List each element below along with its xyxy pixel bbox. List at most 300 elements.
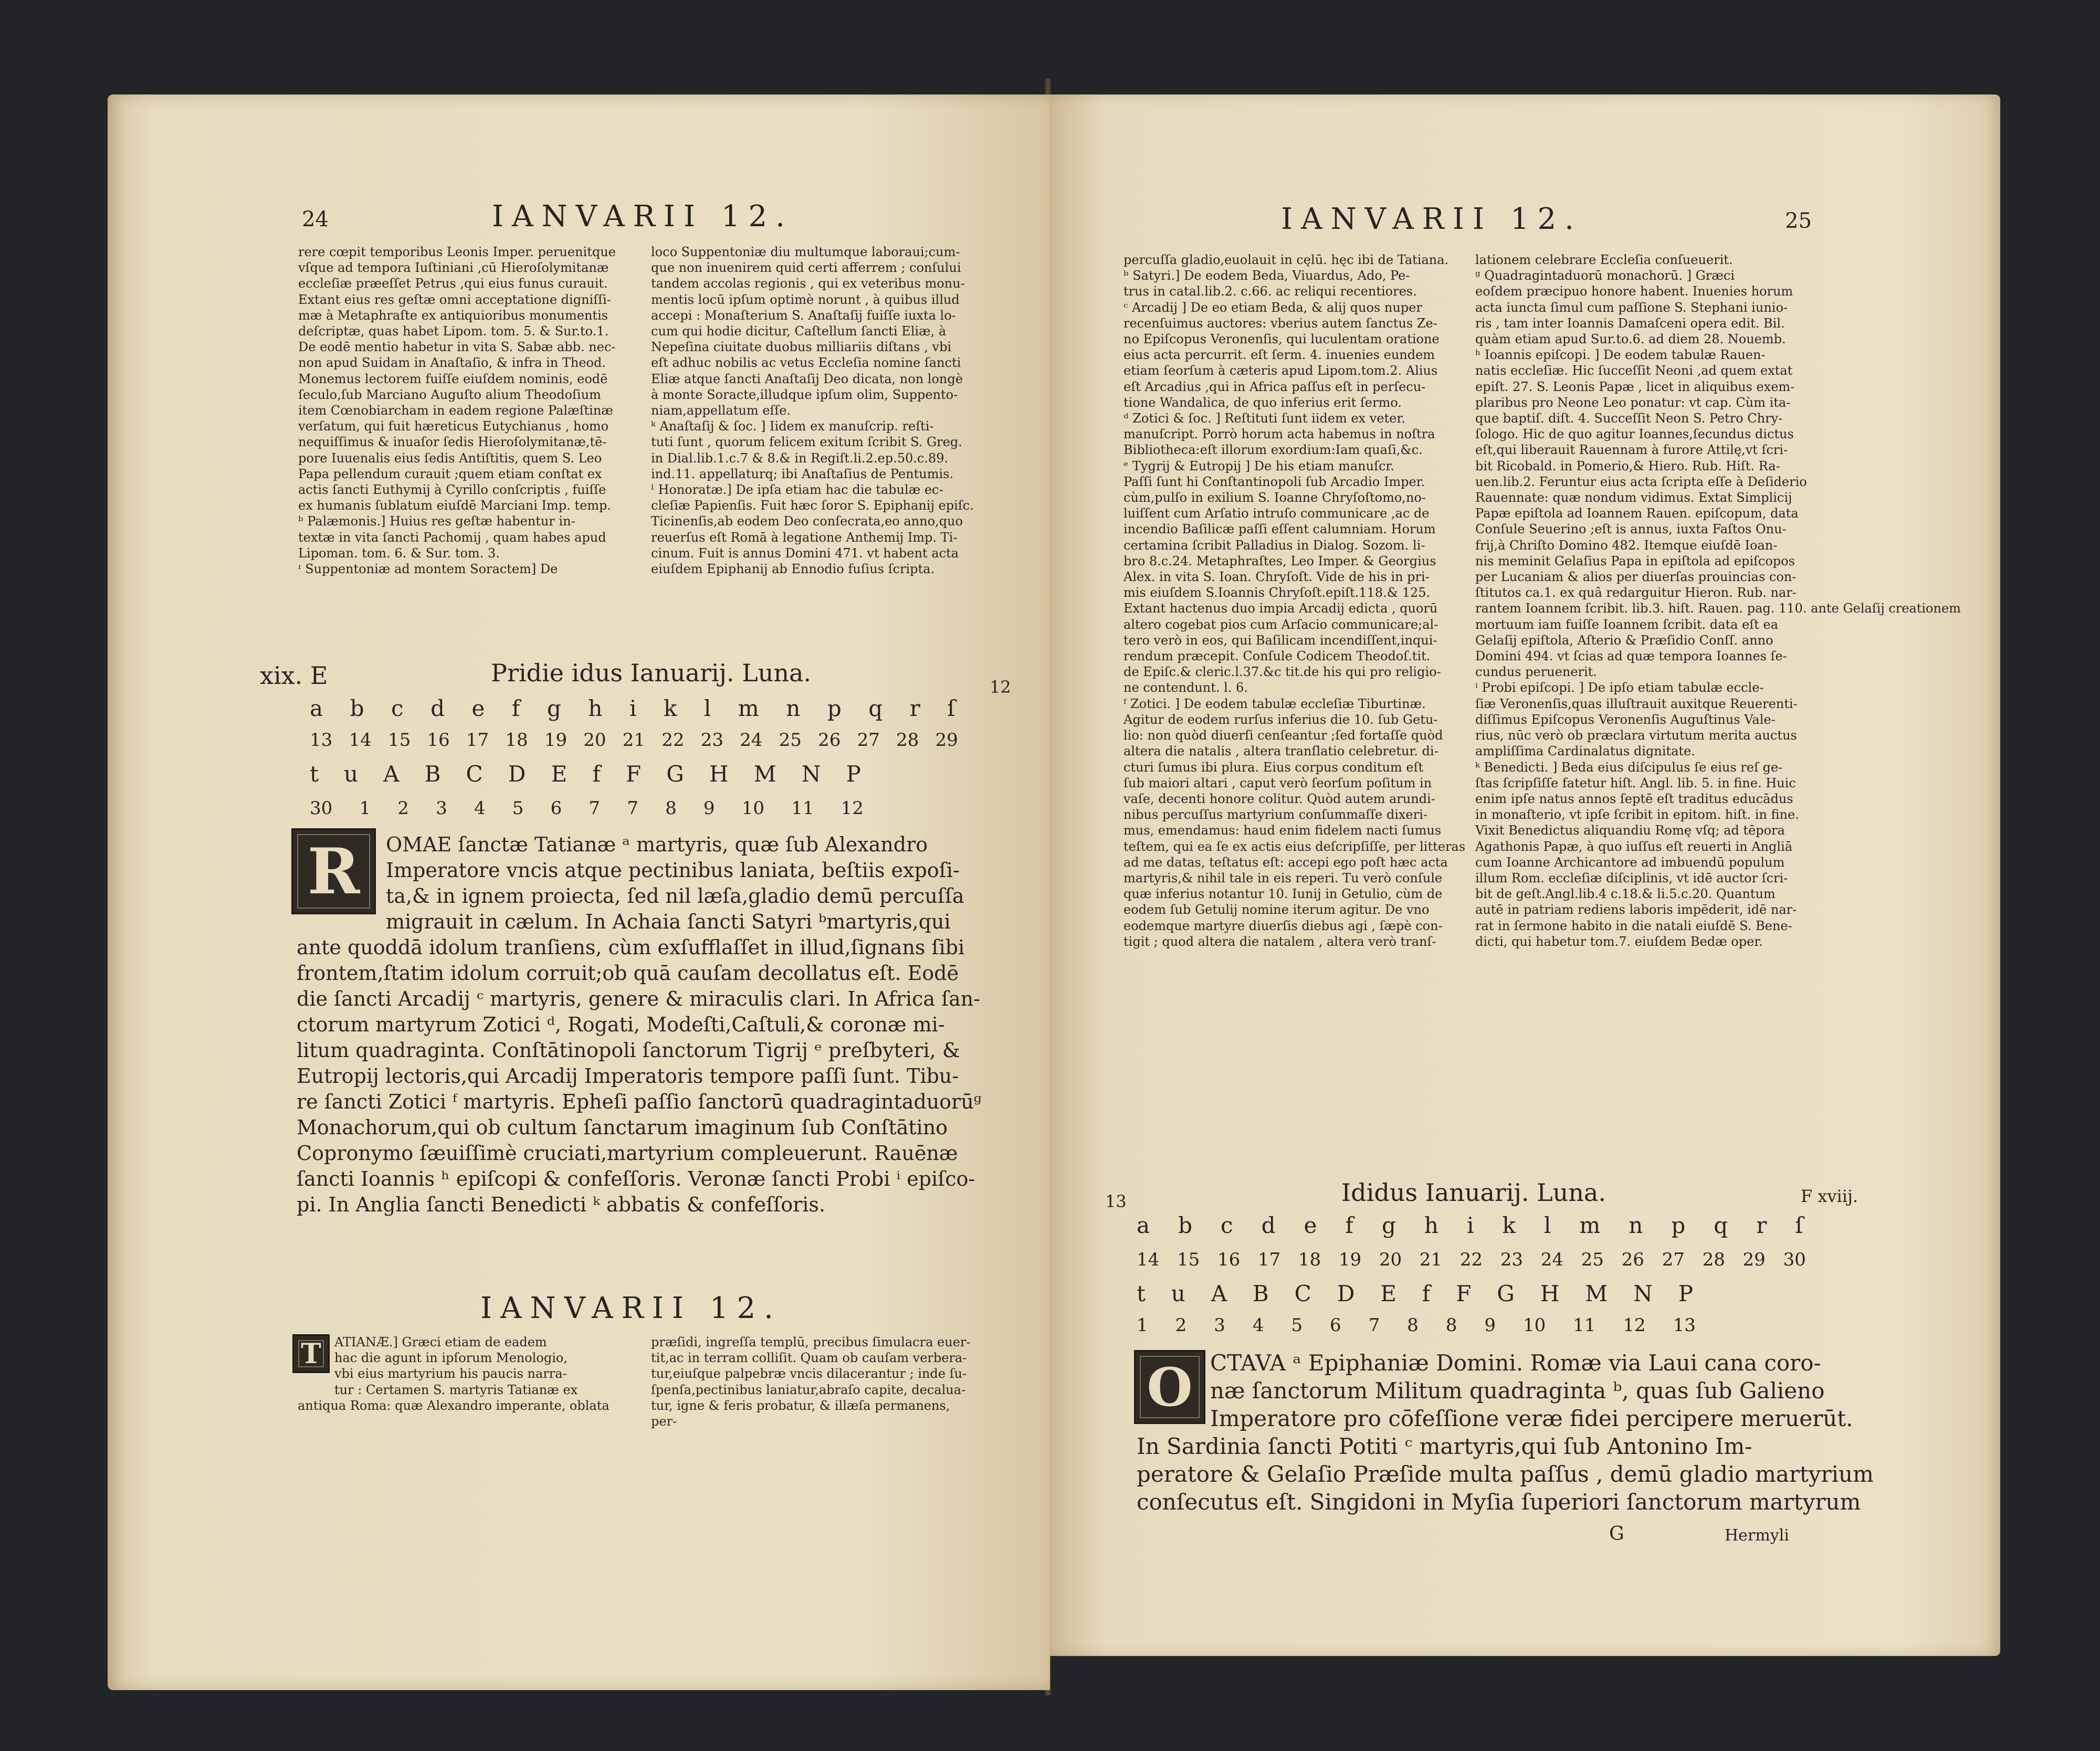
calendar-number: 14 (349, 730, 372, 751)
calendar-number: 17 (466, 730, 489, 751)
note-line: item Cœnobiarcham in eadem regione Palæſtinæ (298, 403, 613, 418)
calendar-number: 4 (1252, 1315, 1264, 1336)
note-line: Agitur de eodem rurſus inferius die 10. ſub Getu- (1124, 712, 1438, 727)
note-line: uen.lib.2. Feruntur eius acta ſcripta eſſe à Deſiderio (1475, 474, 1807, 489)
note-line: Extant hactenus duo impia Arcadij edicta , quorū (1124, 601, 1438, 616)
text-line: ſancti Ioannis ʰ epiſcopi & confeſſoris. Veronæ ſancti Probi ⁱ epiſco- (297, 1167, 975, 1190)
calendar-number: 1 (1137, 1315, 1148, 1336)
calendar-number: 15 (387, 730, 411, 751)
calendar-letter: r (1756, 1212, 1767, 1238)
note-line: Monemus lectorem fuiſſe eiuſdem nominis, eodē (298, 371, 608, 386)
text-line: ta,& in ignem proiecta, ſed nil læſa,gladio demū percuſſa (386, 884, 964, 908)
calendar-numbers-row (1137, 1315, 1696, 1336)
annotation-column-right (1475, 252, 1961, 1160)
calendar-number: 26 (1621, 1249, 1644, 1270)
decorated-initial-small: T (292, 1334, 330, 1373)
note-line: ᵈ Zotici & ſoc. ] Reſtituti ſunt iidem ex veter. (1124, 411, 1405, 426)
note-line: ᶠ Zotici. ] De eodem tabulæ eccleſiæ Tiburtinæ. (1124, 696, 1426, 711)
day-title: Pridie idus Ianuarij. Luna. (491, 659, 811, 687)
note-line: Nepeſina ciuitate duobus milliariis diſtans , vbi (651, 340, 952, 355)
calendar-letter: M (1585, 1281, 1608, 1306)
calendar-letter: M (753, 761, 776, 787)
section-head: IANVARII 12. (480, 1291, 782, 1325)
note-line: ſpenſa,pectinibus laniatur,abraſo capite, decalua- (651, 1382, 966, 1397)
text-line: In Sardinia ſancti Potiti ᶜ martyris,qui ſub Antonino Im- (1137, 1433, 1752, 1459)
calendar-number: 5 (1291, 1315, 1303, 1336)
calendar-letter: t (1137, 1281, 1146, 1306)
note-line: Alex. in vita S. Ioan. Chryſoſt. Vide de his in pri- (1124, 569, 1430, 585)
calendar-number: 20 (583, 730, 606, 751)
note-line: Papa pellendum curauit ;quem etiam conſtat ex (298, 466, 602, 481)
note-line: pore Iuuenalis eius ſedis Antiſtitis, quem S. Leo (298, 450, 602, 466)
running-head: IANVARII 12. (1281, 202, 1582, 236)
calendar-letter: l (1544, 1212, 1551, 1238)
note-line: in monaſterio, vt ipſe ſcribit in epitom. hiſt. in fine. (1475, 807, 1799, 822)
note-line: certamina ſcribit Palladius in Dialog. Sozom. li- (1124, 537, 1425, 553)
note-line: rendum præcepit. Conſule Codicem Theodoſ.tit. (1124, 649, 1431, 664)
calendar-numbers-row (310, 730, 958, 751)
calendar-letter: E (1380, 1281, 1396, 1306)
text-line: re ſancti Zotici ᶠ martyris. Epheſi paſſio ſanctorū quadragintaduorūᵍ (297, 1090, 982, 1113)
calendar-letter: n (786, 695, 801, 721)
calendar-letter: E (551, 761, 568, 787)
calendar-number: 7 (627, 798, 638, 819)
text-line: frontem,ſtatim idolum corruit;ob quā cauſam decollatus eſt. Eodē (297, 962, 959, 985)
calendar-letter: N (1633, 1281, 1653, 1306)
note-line: loco Suppentoniæ diu multumque laboraui;cum- (651, 245, 960, 259)
note-line: etiam ſeorſum à cæteris apud Lipom.tom.2. Alius (1124, 363, 1438, 378)
note-line: natis eccleſiæ. Hic ſucceſſit Neoni ,ad quem extat (1475, 363, 1793, 378)
note-line: vbi eius martyrium his paucis narra- (334, 1366, 567, 1381)
catchword: Hermyli (1725, 1526, 1789, 1545)
main-text (1137, 1349, 1874, 1516)
note-line: ris , tam inter Ioannis Damaſceni opera edit. Bil. (1475, 315, 1785, 331)
note-line: altera die natalis , altera tranſlatio celebretur. di- (1124, 744, 1438, 759)
calendar-letter: g (1381, 1212, 1396, 1238)
note-line: tione Wandalica, de quo inferius erit ſermo. (1124, 395, 1402, 410)
note-line: autē in patriam rediens laboris impēderit, idē nar- (1475, 902, 1797, 917)
text-line: Imperatore pro cōfeſſione veræ fidei percipere meruerūt. (1210, 1406, 1853, 1431)
note-line: Agathonis Papæ, à quo iuſſus eſt reuerti in Angliā (1475, 839, 1793, 854)
note-line: quàm etiam apud Sur.to.6. ad diem 28. Nouemb. (1475, 332, 1786, 347)
note-line: non apud Suidam in Anaſtaſio, & infra in Theod. (298, 355, 606, 371)
note-line: tigit ; quod altera die natalem , altera verò tranſ- (1124, 934, 1436, 949)
note-line: à monte Soracte,illudque ipſum olim, Suppento- (651, 387, 958, 402)
note-line: eodem ſub Getulij nomine iterum agitur. De vno (1124, 902, 1430, 917)
calendar-letter: C (1294, 1281, 1311, 1306)
calendar-number: 8 (1407, 1315, 1419, 1336)
note-line: ſologo. Hic de quo agitur Ioannes,ſecundus dictus (1475, 427, 1794, 442)
calendar-letter: p (827, 695, 842, 721)
text-line: peratore & Gelaſio Præſide multa paſſus , demū gladio martyrium (1137, 1461, 1874, 1487)
calendar-letter: u (1171, 1281, 1185, 1306)
note-line: ſiæ Veronenſis,quas illuſtrauit auxitque Reuerenti- (1475, 696, 1798, 711)
note-line: lio: non quòd diuerſi cenſeantur ;ſed fortaſſe quòd (1124, 728, 1443, 743)
calendar-number: 4 (474, 798, 486, 819)
note-line: ᵇ Palæmonis.] Huius res geſtæ habentur in- (298, 514, 575, 529)
calendar-number: 24 (740, 730, 763, 751)
note-line: nequiſſimus & inuaſor ſedis Hieroſolymitanæ,tē- (298, 435, 607, 450)
note-line: cum qui hodie dicitur, Caſtellum ſancti Eliæ, à (651, 324, 947, 339)
note-line: per- (651, 1414, 677, 1429)
note-line: per Lucaniam & alios per diuerſas prouincias con- (1475, 569, 1797, 585)
note-line: epiſt. 27. S. Leonis Papæ , licet in aliquibus exem- (1475, 379, 1795, 394)
calendar-letter: f (1345, 1212, 1353, 1238)
note-line: Vixit Benedictus aliquandiu Romę vſq; ad tēpora (1475, 823, 1785, 838)
note-line: plaribus pro Neone Leo ponatur: vt cap. Cùm ita- (1475, 395, 1791, 410)
calendar-letter: l (704, 695, 711, 721)
note-line: Paſſi ſunt hi Conſtantinopoli ſub Arcadio Imper. (1124, 474, 1425, 489)
note-line: que non inuenirem quid certi afferrem ; conſului (651, 260, 961, 276)
note-line: mentis locū ipſum optimè norunt , à quibus illud (651, 292, 960, 307)
annotation-column-left (1124, 252, 1475, 1160)
calendar-number: 1 (359, 798, 371, 819)
calendar-number: 3 (1214, 1315, 1225, 1336)
note-line: ATIANÆ.] Græci etiam de eadem (334, 1335, 547, 1349)
note-line: eſt Arcadius ,qui in Africa paſſus eſt in perſecu- (1124, 379, 1426, 394)
note-line: eius acta percurrit. eſt ſerm. 4. inuenies eundem (1124, 347, 1435, 363)
calendar-letter: b (1178, 1212, 1192, 1238)
calendar-number: 25 (779, 730, 802, 751)
note-line: eſt,qui liberauit Rauennam à furore Attilę,vt ſcri- (1475, 442, 1788, 458)
note-line: ᵏ Benedicti. ] Beda eius diſcipulus ſe eius reſ ge- (1475, 760, 1783, 775)
calendar-number: 28 (1702, 1249, 1725, 1270)
calendar-number: 23 (1500, 1249, 1523, 1270)
calendar-letter: P (1678, 1281, 1693, 1306)
calendar-number: 14 (1137, 1249, 1160, 1270)
calendar-letters-row (1137, 1281, 1693, 1306)
calendar-number: 19 (1338, 1249, 1362, 1270)
note-line: lationem celebrare Eccleſia conſueuerit. (1475, 252, 1733, 267)
calendar-number: 2 (1175, 1315, 1187, 1336)
note-line: De eodē mentio habetur in vita S. Sabæ abb. nec- (298, 340, 616, 355)
calendar-number: 30 (310, 798, 333, 819)
calendar-number: 11 (1573, 1315, 1596, 1336)
note-line: vſque ad tempora Iuſtiniani ,cū Hieroſolymitanæ (298, 260, 609, 276)
note-line: bro 8.c.24. Metaphraſtes, Leo Imper. & Georgius (1124, 553, 1436, 568)
note-line: que baptiſ. diſt. 4. Succeſſit Neon S. Petro Chry- (1475, 411, 1783, 426)
note-line: eodemque martyre diuerſis diebus agi , ſæpè con- (1124, 918, 1443, 933)
note-line: accepi : Monaſterium S. Anaſtaſij fuiſſe iuxta lo- (651, 308, 956, 323)
calendar-number: 21 (622, 730, 646, 751)
calendar-letter: m (1579, 1212, 1601, 1238)
note-line: eſt adhuc nobilis ac vetus Eccleſia nomine ſancti (651, 355, 961, 371)
note-line: antiqua Roma: quæ Alexandro imperante, oblata (298, 1398, 610, 1413)
note-line: in Dial.lib.1.c.7 & 8.& in Regiſt.li.2.ep.50.c.89. (651, 450, 949, 466)
text-line: ctorum martyrum Zotici ᵈ, Rogati, Modeſti,Caſtuli,& coronæ mi- (297, 1013, 945, 1036)
calendar-letter: D (508, 761, 526, 787)
calendar-number: 18 (505, 730, 528, 751)
calendar-number: 13 (1673, 1315, 1696, 1336)
calendar-numbers-row (1137, 1249, 1806, 1270)
calendar-letter: h (588, 695, 603, 721)
note-line: ᵏ Anaſtaſij & ſoc. ] Iidem ex manuſcrip. reſti- (651, 419, 934, 434)
note-line: reuerſus eſt Romā à legatione Anthemij Imp. Ti- (651, 530, 958, 545)
calendar-number: 28 (896, 730, 919, 751)
right-page (1050, 94, 2000, 1656)
calendar-letter: r (909, 695, 920, 721)
calendar-number: 21 (1419, 1249, 1443, 1270)
note-line: hac die agunt in ipſorum Menologio, (334, 1351, 568, 1366)
left-page (108, 94, 1050, 1690)
calendar-letter: a (1137, 1212, 1150, 1238)
note-line: rantem Ioannem ſcribit. lib.3. hiſt. Rauen. pag. 110. ante Gelaſij creationem (1475, 601, 1961, 616)
note-line: Rauennate: quæ nondum vidimus. Extat Simplicij (1475, 490, 1792, 505)
calendar-number: 27 (857, 730, 880, 751)
commentary-column-right (651, 1334, 987, 1439)
calendar-letter: d (1261, 1212, 1276, 1238)
calendar-number: 29 (1742, 1249, 1766, 1270)
note-line: cinum. Fuit is annus Domini 471. vt habent acta (651, 545, 959, 561)
note-line: teſtem, qui ea ſe ex actis eius deſcripſiſſe, per litteras (1124, 839, 1466, 854)
note-line: ⁱ Probi epiſcopi. ] De ipſo etiam tabulæ eccle- (1475, 680, 1764, 695)
note-line: enim ipſe natus annos ſeptē eſt traditus educādus (1475, 791, 1793, 806)
note-line: cturi ſumus ibi plura. Eius corpus conditum eſt (1124, 760, 1424, 775)
note-line: tur : Certamen S. martyris Tatianæ ex (334, 1382, 578, 1397)
calendar-letter: b (350, 695, 364, 721)
text-line: migrauit in cælum. In Achaia ſancti Satyri ᵇmartyris,qui (386, 910, 951, 933)
calendar-letter: F (1456, 1281, 1472, 1306)
calendar-number: 20 (1379, 1249, 1402, 1270)
calendar-letter: B (1252, 1281, 1269, 1306)
note-line: niam,appellatum eſſe. (651, 403, 791, 418)
calendar-letter: F (625, 761, 642, 787)
calendar-letter: c (391, 695, 404, 721)
note-line: tur,eiuſque palpebræ vncis dilacerantur ; inde ſu- (651, 1366, 967, 1381)
note-line: Bibliotheca:eſt illorum exordium:Iam quaſi,&c. (1124, 442, 1423, 458)
calendar-letter: H (709, 761, 729, 787)
note-line: cleſiæ Papienſis. Fuit hæc ſoror S. Epiphanij epiſc. (651, 498, 974, 513)
calendar-number: 8 (665, 798, 677, 819)
calendar-letter: P (846, 761, 861, 787)
note-line: Lipoman. tom. 6. & Sur. tom. 3. (298, 545, 500, 561)
calendar-number: 11 (791, 798, 814, 819)
note-line: ne contendunt. l. 6. (1124, 680, 1248, 695)
margin-note-right: F xviij. (1801, 1186, 1858, 1206)
calendar-number: 6 (1329, 1315, 1341, 1336)
note-line: Gelaſij epiſtola, Aſterio & Præſidio Conſſ. anno (1475, 632, 1773, 648)
calendar-number: 9 (703, 798, 715, 819)
note-line: martyris,& nihil tale in eis reperi. Tu verò conſule (1124, 870, 1443, 885)
calendar-number: 10 (1522, 1315, 1546, 1336)
calendar-letter: D (1337, 1281, 1355, 1306)
calendar-letter: q (1714, 1212, 1728, 1238)
calendar-number: 3 (436, 798, 447, 819)
note-line: tur, igne & feris probatur, & illæſa permanens, (651, 1398, 950, 1413)
note-line: manuſcript. Porrò horum acta habemus in noſtra (1124, 427, 1435, 442)
calendar-letter: d (430, 695, 445, 721)
note-line: mis eiuſdem S.Ioannis Chryſoſt.epiſt.118.& 125. (1124, 585, 1431, 600)
calendar-number: 22 (662, 730, 685, 751)
calendar-number: 17 (1257, 1249, 1281, 1270)
note-line: ex humanis ſublatum eiuſdē Marciani Imp. temp. (298, 498, 612, 513)
calendar-number: 10 (741, 798, 764, 819)
text-line: litum quadraginta. Conſtātinopoli ſanctorum Tigrij ᵉ preſbyteri, & (297, 1039, 960, 1062)
calendar-numbers-row (310, 798, 864, 819)
calendar-letter: C (466, 761, 483, 787)
note-line: nibus percuſſus martyrium conſummaſſe dixeri- (1124, 807, 1427, 822)
calendar-number: 29 (935, 730, 958, 751)
note-line: cum Ioanne Archicantore ad imbuendū populum (1475, 855, 1785, 870)
calendar-letter: A (1211, 1281, 1227, 1306)
note-line: recenſuimus auctores: vberius autem ſanctus Ze- (1124, 315, 1437, 331)
calendar-number: 23 (700, 730, 723, 751)
note-line: ampliſſima Cardinalatus dignitate. (1475, 744, 1695, 759)
margin-note-right: 12 (990, 677, 1011, 697)
calendar-number: 16 (1217, 1249, 1241, 1270)
note-line: ᵍ Quadragintaduorū monachorū. ] Græci (1475, 268, 1735, 283)
note-line: mortuum iam fuiſſe Ioannem ſcribit. data eſt ea (1475, 617, 1778, 632)
text-line: Eutropij lectoris,qui Arcadij Imperatoris tempore paſſi ſunt. Tibu- (297, 1064, 959, 1088)
calendar-number: 19 (544, 730, 568, 751)
page-number: 25 (1785, 209, 1812, 233)
calendar-letters-row (1137, 1212, 1803, 1238)
calendar-number: 22 (1460, 1249, 1483, 1270)
calendar-letter: c (1221, 1212, 1233, 1238)
note-line: ſtas ſcripſiſſe fatetur hiſt. Angl. lib. 5. in fine. Huic (1475, 775, 1796, 790)
calendar-number: 5 (512, 798, 524, 819)
note-line: percuſſa gladio,euolauit in cęlū. hęc ibi de Tatiana. (1124, 252, 1449, 267)
note-line: diſſimus Epiſcopus Veronenſis Auguſtinus Vale- (1475, 712, 1776, 727)
note-line: mæ à Metaphraſte ex antiquioribus monumentis (298, 308, 608, 323)
note-line: Domini 494. vt ſcias ad quæ tempora Ioannes ſe- (1475, 649, 1787, 664)
note-line: Conſule Seuerino ;eſt is annus, iuxta Faſtos Onu- (1475, 522, 1787, 537)
note-line: tuti ſunt , quorum felicem exitum ſcribit S. Greg. (651, 435, 962, 450)
calendar-letter: q (868, 695, 883, 721)
calendar-letter: f (592, 761, 601, 787)
calendar-number: 9 (1484, 1315, 1496, 1336)
calendar-number: 15 (1177, 1249, 1200, 1270)
note-line: altero cogebat pios cum Arſacio communicare;al- (1124, 617, 1438, 632)
note-line: eoſdem præcipuo honore habent. Inuenies horum (1475, 284, 1793, 299)
calendar-number: 30 (1783, 1249, 1806, 1270)
note-line: quæ inferius notantur 10. Iunij in Getulio, cùm de (1124, 887, 1443, 902)
calendar-letter: G (1497, 1281, 1515, 1306)
calendar-number: 26 (818, 730, 841, 751)
calendar-letter: i (1466, 1212, 1474, 1238)
text-line: næ ſanctorum Militum quadraginta ᵇ, quas ſub Galieno (1210, 1378, 1825, 1404)
note-line: trus in catal.lib.2. c.66. ac reliqui recentiores. (1124, 284, 1417, 299)
note-line: dicti, qui habetur tom.7. eiuſdem Bedæ oper. (1475, 934, 1763, 949)
note-line: ſub maiori altari , caput verò ſeorſum poſitum in (1124, 775, 1432, 790)
calendar-number: 18 (1298, 1249, 1321, 1270)
calendar-letter: t (310, 761, 319, 787)
calendar-number: 12 (841, 798, 864, 819)
note-line: Papæ epiſtola ad Ioannem Rauen. epiſcopum, data (1475, 506, 1799, 521)
calendar-number: 24 (1540, 1249, 1563, 1270)
calendar-letter: u (343, 761, 359, 787)
note-line: no Epiſcopus Veronenſis, qui luculentam oratione (1124, 332, 1440, 347)
note-line: eiuſdem Epiphanij ab Ennodio fuſius ſcripta. (651, 562, 935, 577)
note-line: ᵉ Tygrij & Eutropij ] De his etiam manuſcr. (1124, 458, 1394, 473)
text-line: ante quoddā idolum tranſiens, cùm exſufflaſſet in illud,ſignans ſibi (297, 936, 965, 959)
margin-note-left: xix. E (260, 661, 328, 690)
calendar-number: 8 (1445, 1315, 1457, 1336)
calendar-letter: a (310, 695, 323, 721)
calendar-number: 2 (397, 798, 409, 819)
text-line: pi. In Anglia ſancti Benedicti ᵏ abbatis & confeſſoris. (297, 1193, 825, 1216)
day-title: Ididus Ianuarij. Luna. (1341, 1178, 1606, 1207)
note-line: rere cœpit temporibus Leonis Imper. peruenitque (298, 245, 616, 259)
text-line: OMAE ſanctæ Tatianæ ᵃ martyris, quæ ſub Alexandro (386, 833, 928, 856)
calendar-letter: G (666, 761, 684, 787)
decorated-initial: R (291, 828, 376, 914)
note-line: vaſe, decenti honore colitur. Quòd autem arundi- (1124, 791, 1435, 806)
note-line: ad me datas, teſtatus eſt: accepi ego poſt hæc acta (1124, 855, 1448, 870)
annotation-column-right (651, 244, 987, 580)
page-number: 24 (302, 207, 329, 231)
note-line: luiſſent cum Arſatio intruſo communicare ,ac de (1124, 506, 1430, 521)
running-head: IANVARII 12. (492, 199, 793, 234)
note-line: Ticinenſis,ab eodem Deo conſecrata,eo anno,quo (651, 514, 963, 529)
calendar-letter: k (1502, 1212, 1516, 1238)
calendar-number: 27 (1662, 1249, 1685, 1270)
note-line: mus, emendamus: haud enim fidelem nacti ſumus (1124, 823, 1442, 838)
note-line: de Epiſc.& cleric.l.37.&c tit.de his qui pro religio- (1124, 664, 1441, 680)
note-line: ind.11. appellaturq; ibi Anaſtaſius de Pentumis. (651, 466, 954, 481)
note-line: ſeculo,ſub Marciano Auguſto alium Theodoſium (298, 387, 601, 402)
calendar-number: 7 (589, 798, 601, 819)
calendar-number: 7 (1368, 1315, 1380, 1336)
decorated-initial: O (1134, 1350, 1205, 1424)
signature-mark: G (1609, 1523, 1624, 1545)
note-line: rat in ſermone habito in die natali eiuſdē S. Bene- (1475, 918, 1792, 933)
calendar-letter: A (383, 761, 400, 787)
main-text (297, 832, 982, 1218)
note-line: verſatum, qui fuit hæreticus Eutychianus , homo (298, 419, 609, 434)
commentary-column-left (298, 1334, 623, 1418)
note-line: tandem accolas regionis , qui ex veteribus monu- (651, 276, 965, 291)
note-line: bit Ricobald. in Pomerio,& Hiero. Rub. Hiſt. Ra- (1475, 458, 1780, 473)
text-line: conſecutus eſt. Singidoni in Myſia ſuperiori ſanctorum martyrum (1137, 1489, 1861, 1515)
calendar-letter: g (547, 695, 561, 721)
margin-note-left: 13 (1105, 1191, 1127, 1211)
calendar-letter: n (1629, 1212, 1643, 1238)
note-line: nis meminit Gelaſius Papa in epiſtola ad epiſcopos (1475, 553, 1795, 568)
note-line: præſidi, ingreſſa templū, precibus ſimulacra euer- (651, 1335, 971, 1349)
text-line: CTAVA ᵃ Epiphaniæ Domini. Romæ via Laui cana coro- (1210, 1350, 1821, 1376)
note-line: cùm,pulſo in exilium S. Ioanne Chryſoſtomo,no- (1124, 490, 1426, 505)
calendar-letters-row (310, 761, 861, 787)
calendar-number: 16 (427, 730, 450, 751)
note-line: eccleſiæ præeſſet Petrus ,qui eius funus curauit. (298, 276, 608, 291)
note-line: Eliæ atque ſancti Anaſtaſij Deo dicata, non longè (651, 371, 963, 386)
note-line: ᵇ Satyri.] De eodem Beda, Viuardus, Ado, Pe- (1124, 268, 1410, 283)
note-line: ʰ Ioannis epiſcopi. ] De eodem tabulæ Rauen- (1475, 347, 1766, 363)
note-line: tero verò in eos, qui Baſilicam incendiſſent,inqui- (1124, 632, 1437, 648)
calendar-letter: B (424, 761, 441, 787)
note-line: ſtitutos ca.1. ex quâ redarguitur Hieron. Rub. nar- (1475, 585, 1797, 600)
note-line: Extant eius res geſtæ omni acceptatione digniſſi- (298, 292, 611, 307)
note-line: deſcriptæ, quas habet Lipom. tom. 5. & Sur.to.1. (298, 324, 609, 339)
text-line: Imperatore vncis atque pectinibus laniata, beſtiis expoſi- (386, 859, 960, 882)
calendar-letter: p (1671, 1212, 1686, 1238)
calendar-letters-row (310, 695, 956, 721)
calendar-letter: f (1422, 1281, 1431, 1306)
note-line: frij,à Chriſto Domino 482. Itemque eiuſdē Ioan- (1475, 537, 1778, 553)
note-line: bit de geſt.Angl.lib.4 c.18.& li.5.c.20. Quantum (1475, 887, 1776, 902)
calendar-number: 13 (310, 730, 333, 751)
calendar-letter: k (663, 695, 677, 721)
calendar-letter: f (511, 695, 520, 721)
note-line: textæ in vita ſancti Pachomij , quam habes apud (298, 530, 606, 545)
text-line: Monachorum,qui ob cultum ſanctarum imaginum ſub Conſtātino (297, 1116, 948, 1139)
annotation-column-left (298, 244, 624, 580)
note-line: actis ſancti Euthymij à Cyrillo conſcriptis , fuiſſe (298, 482, 606, 498)
note-line: illum Rom. eccleſiæ diſciplinis, vt idē auctor ſcri- (1475, 870, 1788, 885)
text-line: die ſancti Arcadij ᶜ martyris, genere & miraculis clari. In Africa ſan- (297, 987, 981, 1010)
calendar-letter: H (1540, 1281, 1560, 1306)
